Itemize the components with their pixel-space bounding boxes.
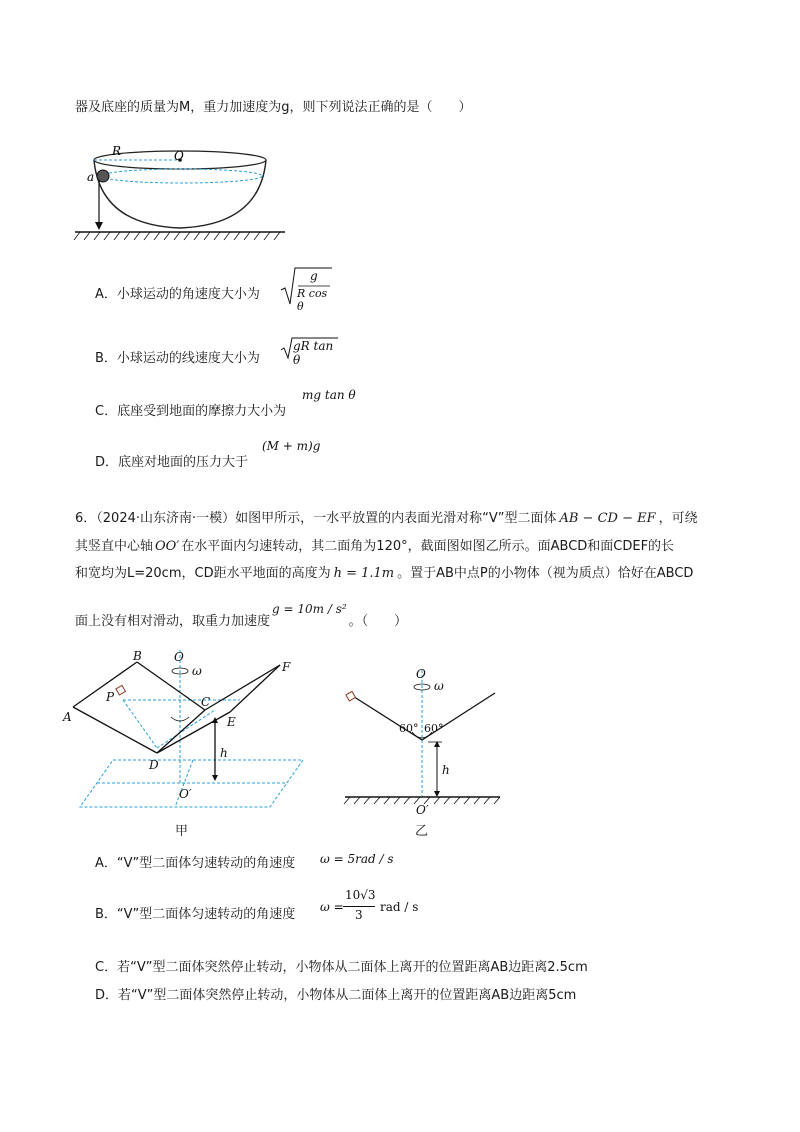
q5-bowl-figure <box>70 144 290 245</box>
q6-figure-yi-caption: 乙 <box>415 824 429 839</box>
q6-option-d: D．若“V”型二面体突然停止转动，小物体从二面体上离开的位置距离AB边距离5cm <box>95 988 577 1003</box>
label-c: C <box>201 695 211 709</box>
label-b: B <box>133 649 142 663</box>
q6-stem-line2: 其竖直中心轴 OO′ 在水平面内匀速转动，其二面角为120°，截面图如图乙所示。面ABCD和面CDEF的长 <box>75 539 675 554</box>
label-a: a <box>87 170 95 184</box>
q5-option-d-formula: (M + m)g <box>262 439 321 453</box>
q5-option-a-formula: g R cos θ <box>280 266 332 310</box>
label-h: h <box>442 763 450 777</box>
q6-option-b-formula: ω = 10√3 3 rad / s <box>320 888 419 922</box>
label-o: O <box>416 667 426 681</box>
q6-figure-jia-caption: 甲 <box>175 824 189 839</box>
q6-option-a: A．“V”型二面体匀速转动的角速度 <box>95 856 296 871</box>
label-angle-left: 60° <box>399 722 419 735</box>
q5-option-b-formula: gR tan θ <box>280 336 338 364</box>
q5-option-c-formula: mg tan θ <box>302 388 356 402</box>
label-angle-right: 60° <box>424 722 444 735</box>
q5-option-b: B．小球运动的线速度大小为 <box>95 351 260 366</box>
label-o: O <box>174 149 184 163</box>
label-p: P <box>106 690 115 704</box>
label-omega: ω <box>192 664 202 678</box>
q6-stem-line4: 面上没有相对滑动，取重力加速度g = 10m / s²。（ ） <box>75 602 408 629</box>
label-o: O <box>174 650 184 664</box>
label-r: R <box>112 144 122 158</box>
q6-option-c: C．若“V”型二面体突然停止转动，小物体从二面体上离开的位置距离AB边距离2.5cm <box>95 960 588 975</box>
label-o-prime: O′ <box>179 787 192 801</box>
q6-figure-yi <box>340 660 505 820</box>
q5-option-d: D．底座对地面的压力大于 <box>95 455 249 470</box>
q5-stem-tail: 器及底座的质量为M，重力加速度为g，则下列说法正确的是（ ） <box>75 100 472 115</box>
q6-option-b: B．“V”型二面体匀速转动的角速度 <box>95 907 296 922</box>
q5-option-a: A．小球运动的角速度大小为 <box>95 287 260 302</box>
label-a: A <box>63 710 72 724</box>
q6-option-a-formula: ω = 5rad / s <box>320 852 394 866</box>
q5-option-c: C．底座受到地面的摩擦力大小为 <box>95 404 287 419</box>
label-o-prime: O′ <box>416 803 429 817</box>
label-f: F <box>282 660 291 674</box>
q6-stem-line1: 6．（2024·山东济南·一模）如图甲所示，一水平放置的内表面光滑对称“V”型二面体 AB − CD − EF ，可绕 <box>75 511 698 526</box>
q6-figure-jia <box>65 645 305 825</box>
label-e: E <box>227 715 236 729</box>
label-omega: ω <box>434 679 444 693</box>
q6-stem-line3: 和宽均为L=20cm，CD距水平地面的高度为 h = 1.1m 。置于AB中点P的小物体（视为质点）恰好在ABCD <box>75 566 694 581</box>
label-h: h <box>220 746 228 760</box>
label-d: D <box>149 758 159 772</box>
